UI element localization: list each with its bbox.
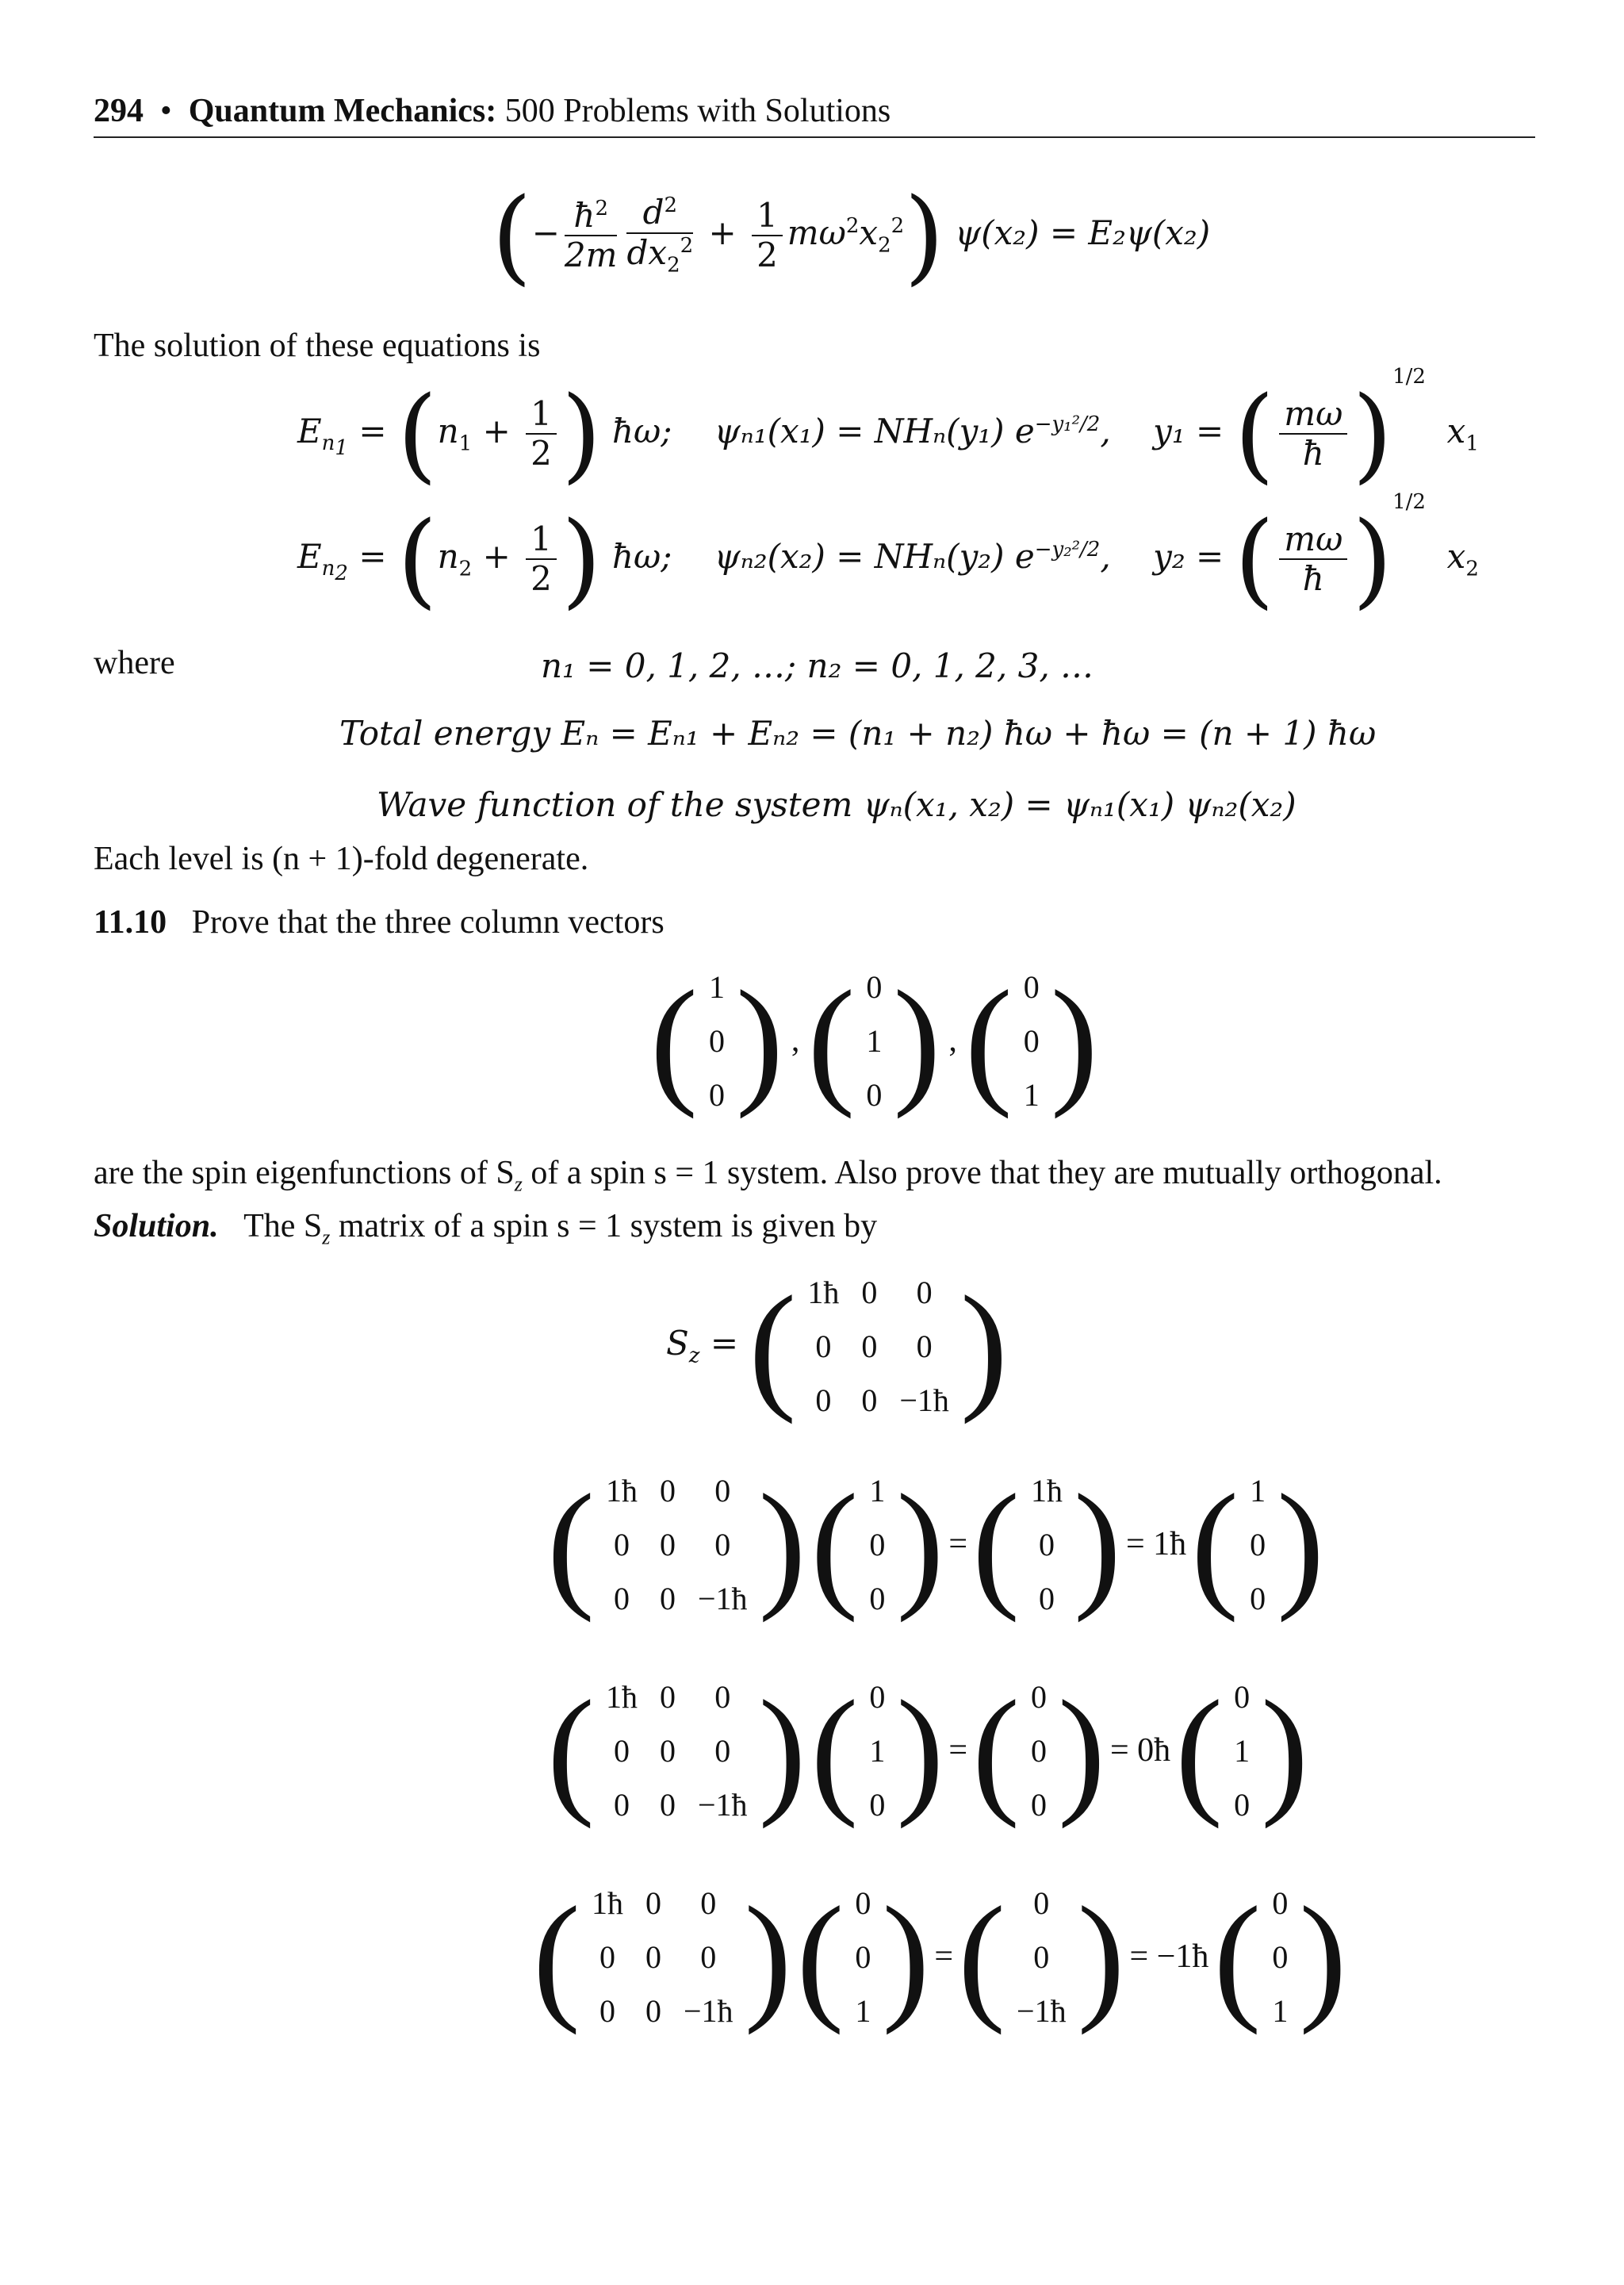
- page-number: 294: [94, 93, 144, 129]
- header-bullet: •: [160, 93, 172, 129]
- solution-intro: The solution of these equations is: [94, 328, 541, 364]
- psi-n1: ψₙ₁(x₁) = NHₙ(y₁) e: [714, 412, 1035, 450]
- psi-n2-exp: −y₂²/2: [1034, 538, 1101, 562]
- total-energy: Total energy Eₙ = Eₙ₁ + Eₙ₂ = (n₁ + n₂) ħω + ħω = (n + 1) ħω: [339, 714, 1377, 753]
- vector-3: ( 0 0 1 ): [964, 961, 1098, 1119]
- sz-definition: $S_z$ = ( 1ħ 0 0 0 0 0 0 0 −1ħ ): [666, 1265, 1008, 1427]
- problem-number: 11.10: [94, 904, 167, 941]
- wave-function-system: Wave function of the system ψₙ(x₁, x₂) = ψₙ₁(x₁) ψₙ₂(x₂): [377, 785, 1297, 824]
- schrodinger-equation-x2: (− $\frac{ħ^2}{2m}$ $\frac{d^2}{dx_2^2}$ + $\frac{1}{2}$ $m\omega^2x_2^2$) ψ(x₂) = E₂ψ(x₂): [492, 175, 1211, 296]
- energy-n1-hw: ħω;: [611, 412, 672, 450]
- running-header: [94, 92, 891, 130]
- sz-matrix: ( 1ħ 0 0 0 0 0 0 0 −1ħ ): [749, 1267, 1008, 1424]
- energy-n2-equation: $E_{n_2} = (n_2$ + $\frac{1}{2}$ ) ħω; ψₙ₂(x₂) = NHₙ(y₂) $e^{-y_2^2/2}$, y₂ = ( $\frac{m\omega}{ħ}$ )$^{1/2}$ $x_2$: [297, 490, 1479, 619]
- eigen-statement: are the spin eigenfunctions of $S_z$ of a spin s = 1 system. Also prove that they are mutually orthogonal.: [94, 1155, 1442, 1196]
- problem-text: Prove that the three column vectors: [191, 904, 665, 941]
- n-values: n₁ = 0, 1, 2, …; n₂ = 0, 1, 2, 3, …: [541, 646, 1094, 685]
- psi-n1-exp: −y₁²/2: [1034, 412, 1101, 436]
- column-vectors: ( 1 0 0 ) , ( 0 1 0 ) , ( 0 0 1 ): [650, 960, 1098, 1121]
- vector-1: ( 1 0 0 ): [650, 961, 783, 1119]
- solution-label: Solution.: [94, 1208, 219, 1244]
- eigen-equation-3: ( 1ħ 0 0 0 0 0 0 0 −1ħ ) ( 0 0 1 ) = ( 0 0 −1ħ ) = −1ħ ( 0 0 1 ): [533, 1877, 1347, 2035]
- problem-heading: [94, 906, 665, 939]
- solution-statement: Solution. The $S_z$ matrix of a spin s = 1 system is given by: [94, 1208, 878, 1249]
- psi-n2: ψₙ₂(x₂) = NHₙ(y₂) e: [714, 537, 1035, 576]
- eigen-equation-1: ( 1ħ 0 0 0 0 0 0 0 −1ħ ) ( 1 0 0 ) = ( 1ħ 0 0 ) = 1ħ ( 1 0 0 ): [547, 1465, 1325, 1623]
- header-rule: [94, 136, 1535, 138]
- degeneracy-statement: Each level is (n + 1)-fold degenerate.: [94, 841, 589, 877]
- schrodinger-rhs: ψ(x₂) = E₂ψ(x₂): [955, 213, 1211, 252]
- energy-n2-hw: ħω;: [611, 537, 672, 576]
- book-subtitle: 500 Problems with Solutions: [504, 93, 891, 129]
- energy-n1-equation: $E_{n_1} = (n_1$ + $\frac{1}{2}$ ) ħω; ψₙ₁(x₁) = NHₙ(y₁) $e^{-y_1^2/2}$, y₁ = ( $\frac{m\omega}{ħ}$ )$^{1/2}$ $x_1$: [297, 365, 1479, 494]
- where-label: where: [94, 645, 175, 681]
- y1-lhs: y₁ =: [1153, 412, 1224, 450]
- y2-lhs: y₂ =: [1153, 537, 1224, 576]
- eigen-equation-2: ( 1ħ 0 0 0 0 0 0 0 −1ħ ) ( 0 1 0 ) = ( 0 0 0 ) = 0ħ ( 0 1 0 ): [547, 1671, 1309, 1829]
- book-title: Quantum Mechanics:: [188, 93, 497, 129]
- vector-2: ( 0 1 0 ): [807, 961, 941, 1119]
